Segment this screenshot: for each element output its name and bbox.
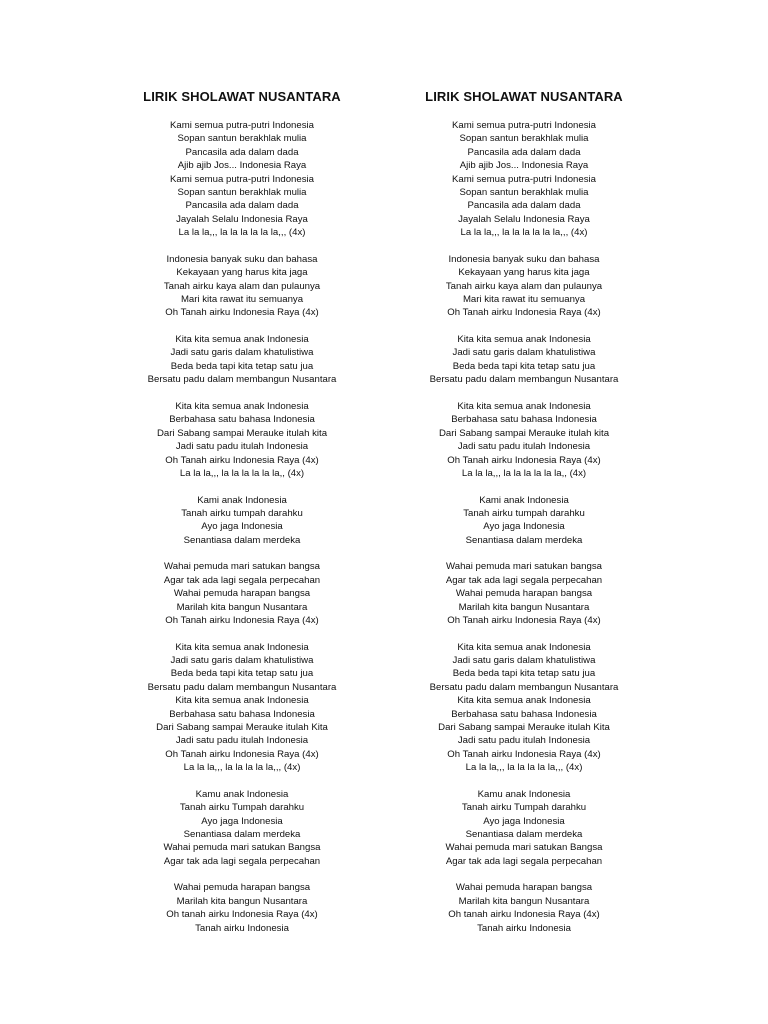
lyric-line: Wahai pemuda mari satukan Bangsa — [163, 842, 321, 854]
lyric-line: La la la,,, la la la la la la,, (4x) — [179, 467, 305, 479]
lyric-line: Oh Tanah airku Indonesia Raya (4x) — [447, 454, 601, 466]
lyric-line: Kita kita semua anak Indonesia — [457, 695, 591, 707]
lyric-line: Berbahasa satu bahasa Indonesia — [451, 414, 597, 426]
lyrics-column-right — [374, 88, 674, 948]
stanza — [92, 788, 392, 868]
lyric-line: Bersatu padu dalam membangun Nusantara — [147, 681, 337, 693]
lyric-line: Oh Tanah airku Indonesia Raya (4x) — [165, 748, 319, 760]
lyric-line: Indonesia banyak suku dan bahasa — [448, 253, 600, 265]
lyric-line: Kita kita semua anak Indonesia — [457, 400, 591, 412]
lyric-line: Wahai pemuda mari satukan Bangsa — [445, 842, 603, 854]
lyrics-title: LIRIK SHOLAWAT NUSANTARA — [143, 89, 341, 104]
stanza — [374, 333, 674, 387]
lyric-line: Kami semua putra-putri Indonesia — [452, 120, 596, 131]
stanza — [92, 253, 392, 320]
lyric-line: Ajib ajib Jos... Indonesia Raya — [459, 160, 589, 172]
lyric-line: Pancasila ada dalam dada — [185, 200, 299, 212]
lyric-line: Beda beda tapi kita tetap satu jua — [452, 668, 596, 680]
stanza-list — [374, 119, 674, 935]
lyric-line: La la la,,, la la la la la,,, (4x) — [183, 762, 301, 774]
lyric-line: Jadi satu padu itulah Indonesia — [457, 735, 591, 747]
lyric-line: Kamu anak Indonesia — [195, 788, 289, 800]
lyric-line: Tanah airku kaya alam dan pulaunya — [163, 280, 321, 292]
lyric-line: Wahai pemuda harapan bangsa — [455, 588, 593, 600]
lyric-line: Senantiasa dalam merdeka — [465, 829, 583, 840]
lyric-line: Sopan santun berakhlak mulia — [459, 133, 589, 145]
stanza — [374, 881, 674, 935]
lyric-line: Oh Tanah airku Indonesia Raya (4x) — [447, 307, 601, 319]
lyric-line: Dari Sabang sampai Merauke itulah kita — [438, 427, 610, 439]
lyric-line: Ayo jaga Indonesia — [201, 521, 283, 533]
lyric-line: La la la,,, la la la la la la,,, (4x) — [178, 227, 306, 239]
lyric-line: Kekayaan yang harus kita jaga — [458, 267, 590, 279]
lyrics-column-left — [92, 88, 392, 948]
lyric-line: Oh Tanah airku Indonesia Raya (4x) — [165, 307, 319, 319]
lyric-line: Sopan santun berakhlak mulia — [459, 187, 589, 199]
stanza — [374, 119, 674, 240]
lyric-line: Bersatu padu dalam membangun Nusantara — [429, 681, 619, 693]
lyric-line: Kami anak Indonesia — [479, 494, 569, 506]
lyric-line: Oh tanah airku Indonesia Raya (4x) — [166, 909, 318, 921]
lyric-line: Jayalah Selalu Indonesia Raya — [176, 213, 308, 225]
lyric-line: Marilah kita bangun Nusantara — [176, 601, 308, 613]
lyric-line: Kekayaan yang harus kita jaga — [176, 267, 308, 279]
lyric-line: Tanah airku Tumpah darahku — [461, 802, 587, 814]
lyric-line: Wahai pemuda mari satukan bangsa — [446, 561, 602, 573]
lyric-line: Kamu anak Indonesia — [477, 788, 571, 800]
stanza — [374, 641, 674, 775]
lyric-line: Ayo jaga Indonesia — [201, 815, 283, 827]
lyric-line: Tanah airku tumpah darahku — [463, 507, 585, 519]
lyric-line: Jayalah Selalu Indonesia Raya — [458, 213, 590, 225]
lyric-line: Marilah kita bangun Nusantara — [176, 895, 308, 907]
lyric-line: Pancasila ada dalam dada — [467, 146, 581, 158]
lyric-line: Bersatu padu dalam membangun Nusantara — [429, 374, 619, 386]
lyric-line: Agar tak ada lagi segala perpecahan — [445, 855, 603, 867]
lyric-line: Senantiasa dalam merdeka — [465, 534, 583, 546]
lyric-line: Mari kita rawat itu semuanya — [180, 294, 304, 306]
lyric-line: Wahai pemuda harapan bangsa — [173, 882, 311, 894]
lyric-line: Wahai pemuda mari satukan bangsa — [164, 561, 320, 573]
lyric-line: Wahai pemuda harapan bangsa — [455, 882, 593, 894]
stanza — [374, 253, 674, 320]
lyric-line: Agar tak ada lagi segala perpecahan — [445, 574, 603, 586]
lyric-line: Dari Sabang sampai Merauke itulah Kita — [438, 721, 610, 733]
stanza — [92, 560, 392, 627]
lyric-line: Oh tanah airku Indonesia Raya (4x) — [448, 909, 600, 921]
stanza — [374, 400, 674, 480]
stanza — [92, 400, 392, 480]
stanza — [374, 494, 674, 548]
lyric-line: Senantiasa dalam merdeka — [183, 829, 301, 840]
lyric-line: Kami anak Indonesia — [197, 494, 287, 506]
lyric-line: Mari kita rawat itu semuanya — [462, 294, 586, 306]
lyric-line: Jadi satu garis dalam khatulistiwa — [452, 654, 596, 666]
lyric-line: Kita kita semua anak Indonesia — [175, 334, 309, 346]
lyric-line: Oh Tanah airku Indonesia Raya (4x) — [165, 614, 319, 626]
lyric-line: Kita kita semua anak Indonesia — [457, 334, 591, 346]
stanza — [92, 333, 392, 387]
lyric-line: Pancasila ada dalam dada — [185, 146, 299, 158]
lyric-line: Jadi satu garis dalam khatulistiwa — [170, 347, 314, 359]
lyric-line: Bersatu padu dalam membangun Nusantara — [147, 374, 337, 386]
lyric-line: Oh Tanah airku Indonesia Raya (4x) — [165, 454, 319, 466]
lyric-line: Jadi satu garis dalam khatulistiwa — [452, 347, 596, 359]
lyric-line: Marilah kita bangun Nusantara — [458, 895, 590, 907]
lyric-line: Ajib ajib Jos... Indonesia Raya — [177, 160, 307, 172]
lyric-line: Kita kita semua anak Indonesia — [175, 400, 309, 412]
lyric-line: Tanah airku Tumpah darahku — [179, 802, 305, 814]
lyric-line: Kita kita semua anak Indonesia — [175, 641, 309, 653]
stanza — [92, 881, 392, 935]
stanza — [374, 788, 674, 868]
lyric-line: La la la,,, la la la la la,,, (4x) — [465, 762, 583, 774]
lyric-line: Sopan santun berakhlak mulia — [177, 133, 307, 145]
lyric-line: Senantiasa dalam merdeka — [183, 534, 301, 546]
lyric-line: Indonesia banyak suku dan bahasa — [166, 253, 318, 265]
lyric-line: Kami semua putra-putri Indonesia — [452, 173, 596, 185]
lyric-line: Oh Tanah airku Indonesia Raya (4x) — [447, 614, 601, 626]
lyric-line: Jadi satu padu itulah Indonesia — [175, 735, 309, 747]
lyric-line: Marilah kita bangun Nusantara — [458, 601, 590, 613]
lyric-line: Ayo jaga Indonesia — [483, 521, 565, 533]
lyric-line: Ayo jaga Indonesia — [483, 815, 565, 827]
lyric-line: Berbahasa satu bahasa Indonesia — [169, 414, 315, 426]
stanza — [92, 119, 392, 240]
lyric-line: Beda beda tapi kita tetap satu jua — [452, 360, 596, 372]
lyric-line: Sopan santun berakhlak mulia — [177, 187, 307, 199]
lyric-line: Oh Tanah airku Indonesia Raya (4x) — [447, 748, 601, 760]
lyric-line: Kami semua putra-putri Indonesia — [170, 120, 314, 131]
stanza — [92, 494, 392, 548]
lyric-line: Dari Sabang sampai Merauke itulah kita — [156, 427, 328, 439]
stanza — [374, 560, 674, 627]
lyric-line: Tanah airku kaya alam dan pulaunya — [445, 280, 603, 292]
lyric-line: Kita kita semua anak Indonesia — [175, 695, 309, 707]
lyric-line: Jadi satu padu itulah Indonesia — [175, 441, 309, 453]
lyric-line: La la la,,, la la la la la la,,, (4x) — [460, 227, 588, 239]
lyric-line: Wahai pemuda harapan bangsa — [173, 588, 311, 600]
lyrics-title: LIRIK SHOLAWAT NUSANTARA — [425, 89, 623, 104]
lyric-line: Tanah airku tumpah darahku — [181, 507, 303, 519]
lyric-line: Kita kita semua anak Indonesia — [457, 641, 591, 653]
lyric-line: Berbahasa satu bahasa Indonesia — [451, 708, 597, 720]
stanza — [92, 641, 392, 775]
lyric-line: Agar tak ada lagi segala perpecahan — [163, 574, 321, 586]
lyric-line: Pancasila ada dalam dada — [467, 200, 581, 212]
lyric-line: Tanah airku Indonesia — [477, 922, 571, 934]
lyric-line: Beda beda tapi kita tetap satu jua — [170, 668, 314, 680]
lyric-line: Kami semua putra-putri Indonesia — [170, 173, 314, 185]
lyric-line: Agar tak ada lagi segala perpecahan — [163, 855, 321, 867]
lyric-line: Jadi satu garis dalam khatulistiwa — [170, 654, 314, 666]
lyric-line: Tanah airku Indonesia — [195, 922, 289, 934]
lyric-line: Beda beda tapi kita tetap satu jua — [170, 360, 314, 372]
lyric-line: Dari Sabang sampai Merauke itulah Kita — [156, 721, 328, 733]
lyric-line: Jadi satu padu itulah Indonesia — [457, 441, 591, 453]
lyric-line: Berbahasa satu bahasa Indonesia — [169, 708, 315, 720]
lyric-line: La la la,,, la la la la la la,, (4x) — [461, 467, 587, 479]
stanza-list — [92, 119, 392, 935]
